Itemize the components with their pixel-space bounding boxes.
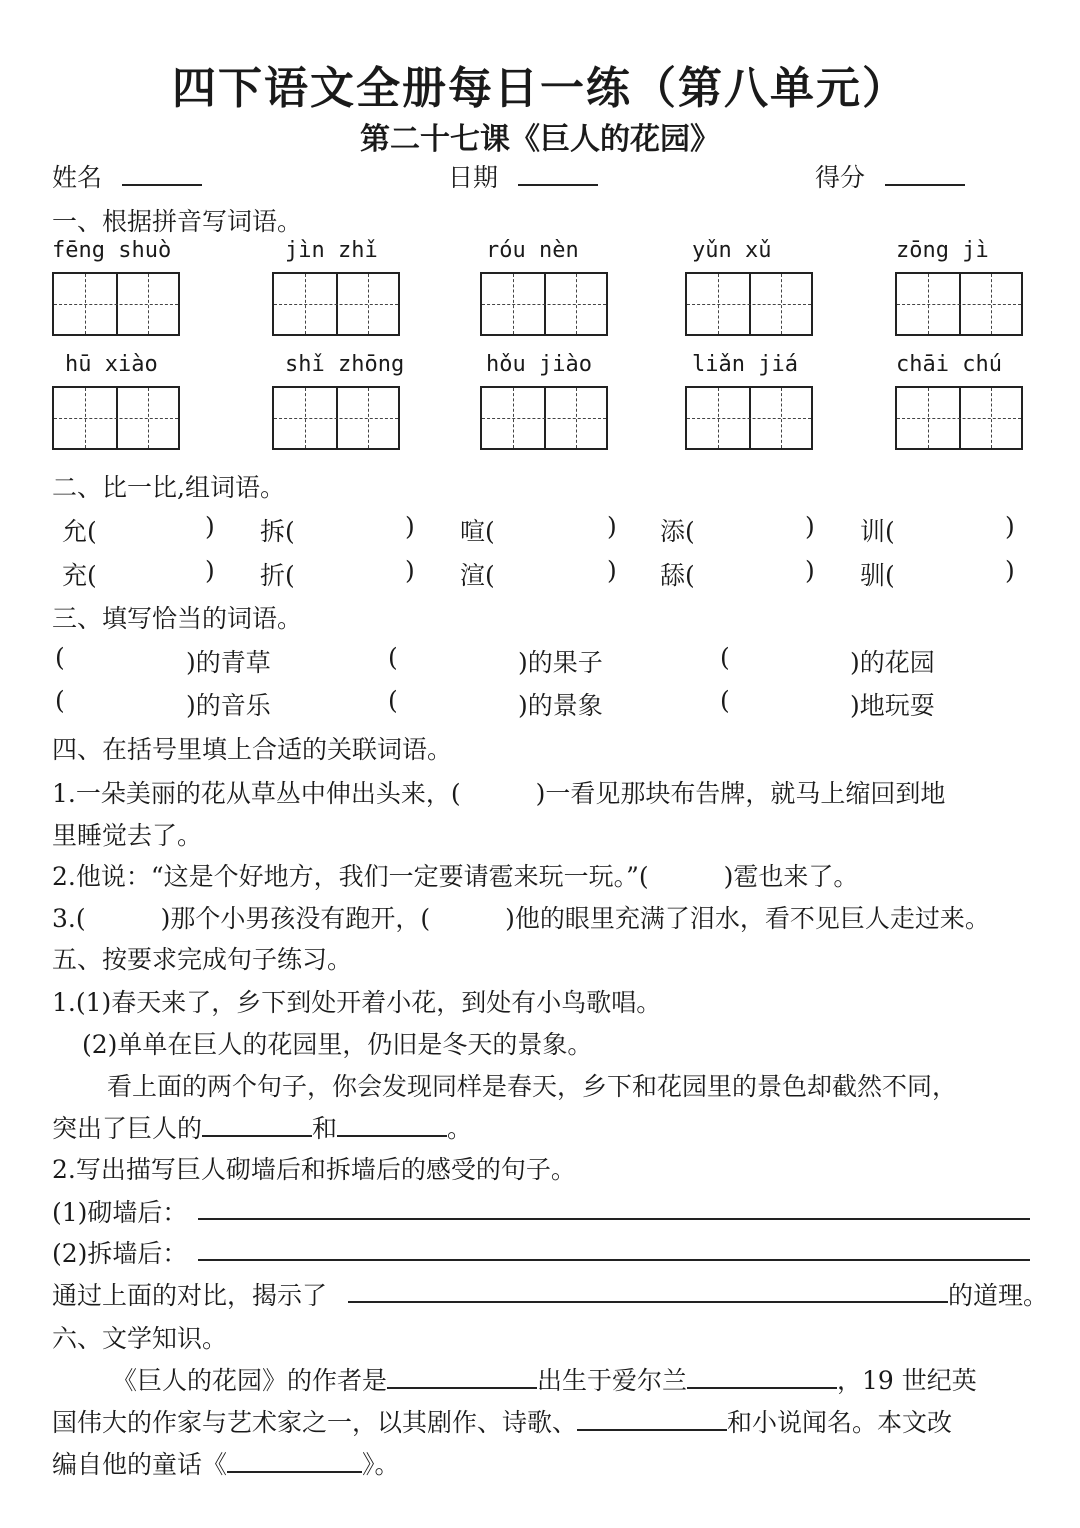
open-paren: ( — [388, 686, 398, 715]
pinyin: róu nèn — [486, 238, 579, 263]
highlight-question — [52, 1109, 472, 1145]
highlight-text: 突出了巨人的 — [52, 1114, 203, 1143]
lit-text: 《巨人的花园》的作者是 — [112, 1366, 388, 1395]
answer-blank[interactable] — [687, 1365, 837, 1389]
question-4-2: 2.他说：“这是个好地方，我们一定要请雹来玩一玩。”( )雹也来了。 — [52, 862, 859, 891]
pinyin: yǔn xǔ — [692, 238, 772, 263]
lit-text: 》。 — [362, 1450, 400, 1479]
fill-phrase: )地玩耍 — [850, 691, 935, 720]
sentence-1: 1.(1)春天来了，乡下到处开着小花，到处有小鸟歌唱。 — [52, 988, 662, 1017]
writing-grid[interactable] — [52, 386, 180, 450]
close-paren: ) — [205, 512, 215, 541]
lit-text: 编自他的童话《 — [52, 1450, 228, 1479]
lit-text: 国伟大的作家与艺术家之一，以其剧作、诗歌、 — [52, 1408, 578, 1437]
pinyin: hū xiào — [65, 352, 158, 377]
answer-line[interactable] — [198, 1259, 1030, 1261]
writing-grid[interactable] — [685, 272, 813, 336]
answer-label: (1)砌墙后： — [52, 1198, 188, 1227]
pinyin: hǒu jiào — [486, 352, 592, 377]
close-paren: ) — [805, 512, 815, 541]
writing-grid[interactable] — [895, 272, 1023, 336]
compare-item: 允( — [62, 517, 97, 546]
answer-line[interactable] — [198, 1218, 1030, 1220]
pinyin: liǎn jiá — [692, 352, 798, 377]
compare-item: 渲( — [460, 561, 495, 590]
page-title: 四下语文全册每日一练（第八单元） — [172, 63, 908, 114]
section1-heading: 一、根据拼音写词语。 — [52, 207, 303, 236]
answer-blank[interactable] — [202, 1113, 312, 1137]
answer-blank[interactable] — [227, 1449, 362, 1473]
question-4-1-cont: 里睡觉去了。 — [52, 821, 203, 850]
compare-item: 训( — [860, 517, 895, 546]
lit-text: 出生于爱尔兰 — [537, 1366, 688, 1395]
highlight-and: 和 — [312, 1114, 338, 1143]
pinyin: shǐ zhōng — [285, 352, 405, 377]
answer-blank[interactable] — [387, 1365, 537, 1389]
close-paren: ) — [607, 512, 617, 541]
fill-phrase: )的果子 — [518, 648, 603, 677]
pinyin: zōng jì — [896, 238, 989, 263]
compare-item: 添( — [660, 517, 695, 546]
name-blank[interactable] — [122, 162, 202, 186]
open-paren: ( — [55, 643, 65, 672]
fill-phrase: )的景象 — [518, 691, 603, 720]
fill-phrase: )的花园 — [850, 648, 935, 677]
close-paren: ) — [1005, 556, 1015, 585]
date-label: 日期 — [448, 163, 499, 192]
conclusion-text: 通过上面的对比，揭示了 — [52, 1281, 328, 1310]
close-paren: ) — [1005, 512, 1015, 541]
name-label: 姓名 — [52, 163, 103, 192]
open-paren: ( — [388, 643, 398, 672]
question-4-1: 1.一朵美丽的花从草丛中伸出头来，( )一看见那块布告牌，就马上缩回到地 — [52, 779, 946, 808]
section3-heading: 三、填写恰当的词语。 — [52, 604, 303, 633]
date-blank[interactable] — [518, 162, 598, 186]
conclusion-end: 的道理。 — [948, 1281, 1049, 1310]
compare-item: 舔( — [660, 561, 695, 590]
lit-text: ，19 世纪英 — [837, 1366, 977, 1395]
literature-line-2 — [52, 1403, 952, 1439]
lesson-subtitle: 第二十七课《巨人的花园》 — [360, 122, 720, 157]
writing-grid[interactable] — [272, 272, 400, 336]
close-paren: ) — [405, 556, 415, 585]
open-paren: ( — [55, 686, 65, 715]
writing-grid[interactable] — [480, 386, 608, 450]
writing-grid[interactable] — [480, 272, 608, 336]
pinyin: chāi chú — [896, 352, 1002, 377]
writing-grid[interactable] — [685, 386, 813, 450]
writing-grid[interactable] — [272, 386, 400, 450]
answer-blank[interactable] — [337, 1113, 447, 1137]
open-paren: ( — [720, 643, 730, 672]
pinyin: fēng shuò — [52, 238, 172, 263]
fill-phrase: )的青草 — [186, 648, 271, 677]
section4-heading: 四、在括号里填上合适的关联词语。 — [52, 735, 453, 764]
score-label: 得分 — [815, 163, 866, 192]
close-paren: ) — [607, 556, 617, 585]
section6-heading: 六、文学知识。 — [52, 1324, 228, 1353]
close-paren: ) — [205, 556, 215, 585]
compare-item: 驯( — [860, 561, 895, 590]
question-5-2: 2.写出描写巨人砌墙后和拆墙后的感受的句子。 — [52, 1155, 576, 1184]
fill-phrase: )的音乐 — [186, 691, 271, 720]
lit-text: 和小说闻名。本文改 — [727, 1408, 953, 1437]
writing-grid[interactable] — [52, 272, 180, 336]
writing-grid[interactable] — [895, 386, 1023, 450]
highlight-end: 。 — [447, 1114, 473, 1143]
compare-item: 喧( — [460, 517, 495, 546]
open-paren: ( — [720, 686, 730, 715]
score-field — [815, 158, 965, 194]
compare-item: 折( — [260, 561, 295, 590]
answer-line[interactable] — [348, 1301, 948, 1303]
close-paren: ) — [405, 512, 415, 541]
section2-heading: 二、比一比,组词语。 — [52, 473, 285, 502]
sentence-3: 看上面的两个句子，你会发现同样是春天，乡下和花园里的景色却截然不同， — [107, 1072, 958, 1101]
compare-item: 充( — [62, 561, 97, 590]
answer-label: (2)拆墙后： — [52, 1239, 188, 1268]
name-field — [52, 158, 202, 194]
date-field — [448, 158, 598, 194]
close-paren: ) — [805, 556, 815, 585]
literature-line-3 — [52, 1445, 400, 1481]
pinyin: jìn zhǐ — [285, 238, 378, 263]
answer-blank[interactable] — [577, 1407, 727, 1431]
section5-heading: 五、按要求完成句子练习。 — [52, 945, 353, 974]
compare-item: 拆( — [260, 517, 295, 546]
question-4-3: 3.( )那个小男孩没有跑开，( )他的眼里充满了泪水，看不见巨人走过来。 — [52, 904, 990, 933]
literature-line-1 — [112, 1361, 977, 1397]
sentence-2: (2)单单在巨人的花园里，仍旧是冬天的景象。 — [82, 1030, 593, 1059]
score-blank[interactable] — [885, 162, 965, 186]
